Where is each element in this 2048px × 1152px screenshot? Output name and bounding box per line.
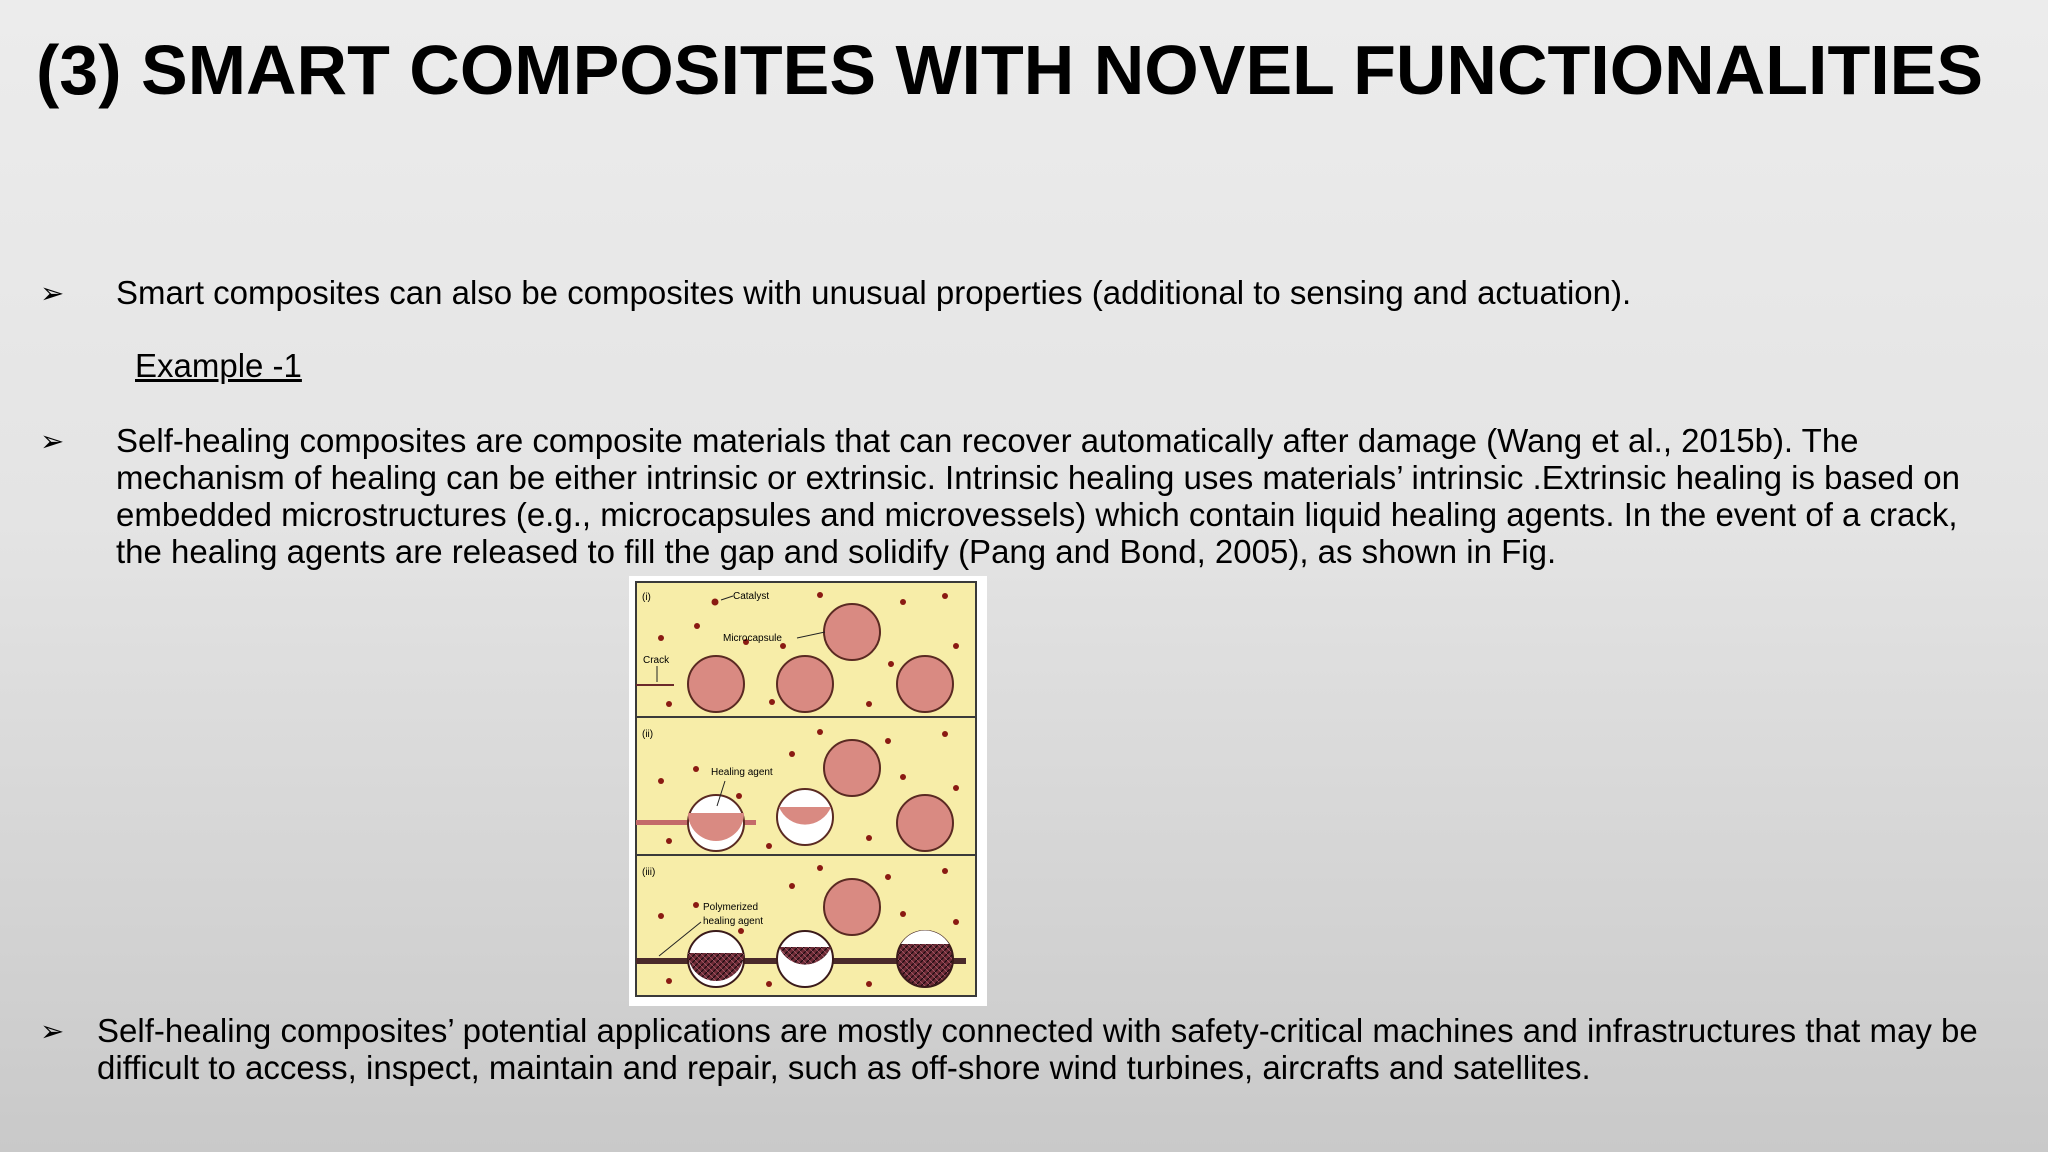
microcapsule — [688, 656, 744, 712]
panel-label-1: (i) — [642, 592, 651, 603]
arrow-bullet-icon: ➢ — [40, 1016, 65, 1048]
broken-microcapsule — [688, 795, 744, 851]
self-healing-diagram — [629, 576, 987, 1006]
microcapsule — [897, 656, 953, 712]
figure-panel-3 — [636, 855, 976, 996]
bullet-text-3: Self-healing composites’ potential applications are mostly connected with safety-critical machines and infrastructures that may be difficult to access, inspect, maintain and repair, such as off-shore wind turbines, aircrafts and satellites. — [97, 1012, 1978, 1086]
label-crack: Crack — [643, 655, 670, 666]
microcapsule — [897, 795, 953, 851]
healed-microcapsule — [897, 930, 953, 987]
microcapsule — [824, 604, 880, 660]
figure-panel-2 — [636, 717, 976, 855]
label-healing-agent: Healing agent — [711, 767, 773, 778]
microcapsule — [824, 740, 880, 796]
broken-microcapsule — [777, 789, 833, 845]
label-polymerized: Polymerized — [703, 902, 759, 913]
healed-microcapsule — [688, 931, 744, 987]
microcapsule — [824, 879, 880, 935]
bullet-text-1: Smart composites can also be composites with unusual properties (additional to sensing and actuation). — [116, 274, 1632, 311]
panel-label-3: (iii) — [642, 867, 656, 878]
slide-title: (3) SMART COMPOSITES WITH NOVEL FUNCTIONALITIES — [36, 31, 1984, 109]
arrow-bullet-icon: ➢ — [40, 278, 65, 310]
label-catalyst: Catalyst — [733, 591, 770, 602]
bullet-text-2: Self-healing composites are composite materials that can recover automatically after damage (Wang et al., 2015b). The mechanism of healing can be either intrinsic or extrinsic. Intrinsic healing uses materials’ intrinsic .Extrinsic healing is based on embedded microstructures (e.g., microcapsules and microvessels) which contain liquid healing agents. In the event of a crack, the healing agents are released to fill the gap and solidify (Pang and Bond, 2005), as shown in Fig. — [116, 422, 1960, 570]
label-healing-agent-2: healing agent — [703, 916, 764, 927]
microcapsule — [777, 656, 833, 712]
panel-label-2: (ii) — [642, 729, 654, 740]
figure-panel-1 — [636, 582, 976, 717]
arrow-bullet-icon: ➢ — [40, 426, 65, 458]
label-microcapsule: Microcapsule — [723, 633, 782, 644]
example-label: Example -1 — [135, 347, 302, 384]
self-healing-figure — [629, 576, 987, 1006]
healed-microcapsule — [777, 931, 833, 987]
